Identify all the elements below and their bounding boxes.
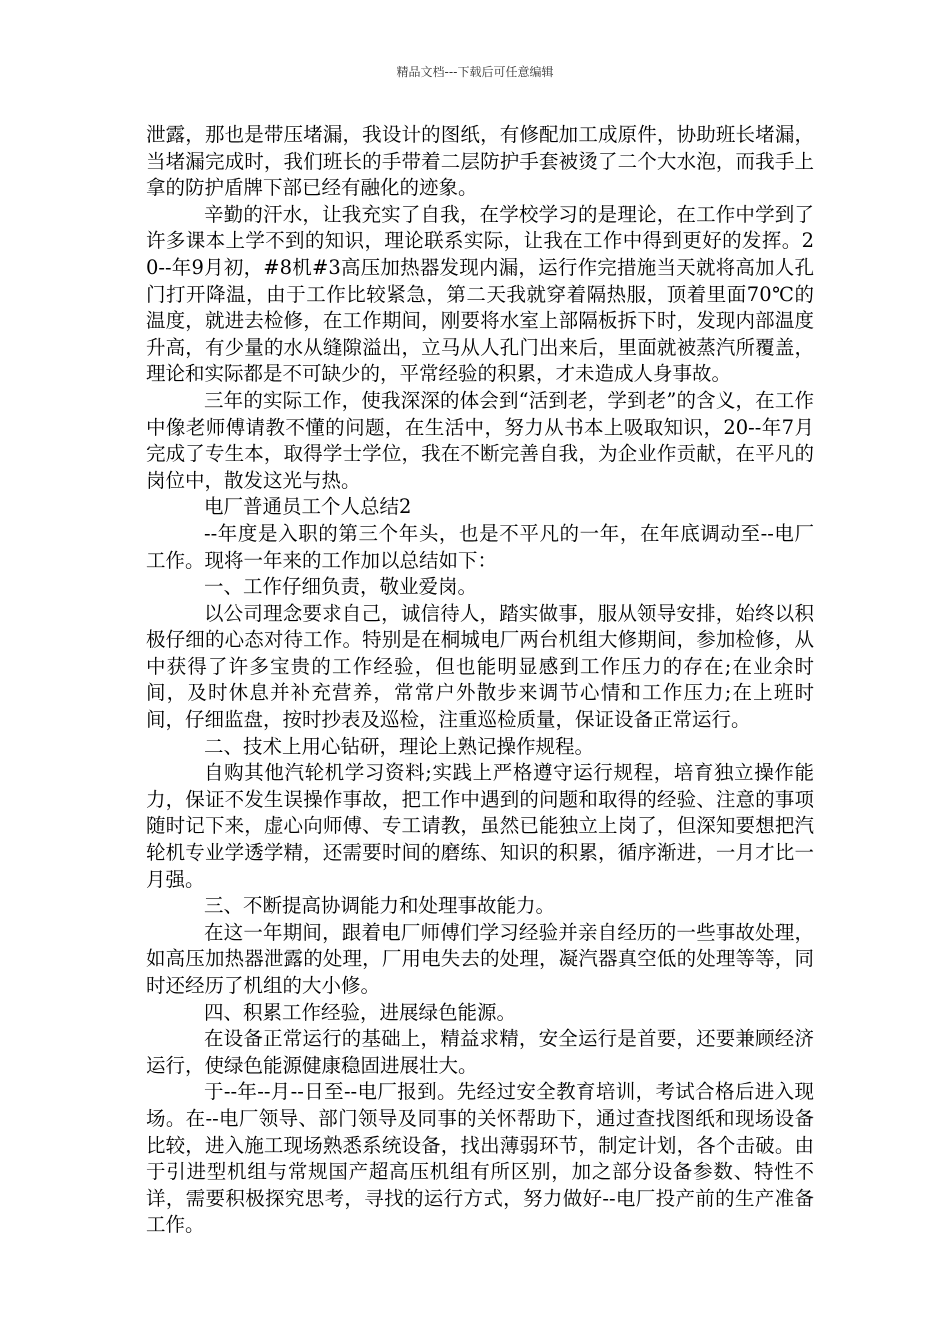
heading-3: 三、不断提高协调能力和处理事故能力。 <box>204 894 556 918</box>
paragraph-heading-2-body: 自购其他汽轮机学习资料;实践上严格遵守运行规程，培育独立操作能力，保证不发生误操作事故，把工作中遇到的问题和取得的经验、注意的事项随时记下来，虚心向师傅、专工请教，虽然已能独立上岗了，但深知要想把汽轮机专业学透学精，还需要时间的磨练、知识的积累，循序渐进，一月才比一月强。 <box>146 761 814 891</box>
paragraph-final: 于--年--月--日至--电厂报到。先经过安全教育培训，考试合格后进入现场。在--电厂领导、部门领导及同事的关怀帮助下，通过查找图纸和现场设备比较，进入施工现场熟悉系统设备，找出薄弱环节，制定计划，各个击破。由于引进型机组与常规国产超高压机组有所区别，加之部分设备参数、特性不详，需要积极探究思考，寻找的运行方式，努力做好--电厂投产前的生产准备工作。 <box>146 1080 814 1237</box>
heading-4: 四、积累工作经验，进展绿色能源。 <box>204 1000 517 1024</box>
heading-1: 一、工作仔细负责，敬业爱岗。 <box>204 575 478 599</box>
heading-2: 二、技术上用心钻研，理论上熟记操作规程。 <box>204 734 595 758</box>
paragraph-3: 三年的实际工作，使我深深的体会到“活到老，学到老”的含义，在工作中像老师傅请教不懂的问题，在生活中，努力从书本上吸取知识，20--年7月完成了专生本，取得学士学位，我在不断完善自我，为企业作贡献，在平凡的岗位中，散发这光与热。 <box>146 388 814 492</box>
page-header: 精品文档---下载后可任意编辑 <box>396 65 554 79</box>
section-title: 电厂普通员工个人总结2 <box>204 495 412 519</box>
paragraph-2: 辛勤的汗水，让我充实了自我，在学校学习的是理论，在工作中学到了许多课本上学不到的知识，理论联系实际，让我在工作中得到更好的发挥。20--年9月初，#8机#3高压加热器发现内漏，运行作完措施当天就将高加人孔门打开降温，由于工作比较紧急，第二天我就穿着隔热服，顶着里面70℃的温度，就进去检修，在工作期间，刚要将水室上部隔板拆下时，发现内部温度升高，有少量的水从缝隙溢出，立马从人孔门出来后，里面就被蒸汽所覆盖，理论和实际都是不可缺少的，平常经验的积累，才未造成人身事故。 <box>146 202 814 386</box>
paragraph-intro: --年度是入职的第三个年头，也是不平凡的一年，在年底调动至--电厂工作。现将一年来的工作加以总结如下： <box>146 521 814 572</box>
paragraph-1: 泄露，那也是带压堵漏，我设计的图纸，有修配加工成原件，协助班长堵漏，当堵漏完成时，我们班长的手带着二层防护手套被烫了二个大水泡，而我手上拿的防护盾牌下部已经有融化的迹象。 <box>146 123 814 200</box>
paragraph-heading-3-body: 在这一年期间，跟着电厂师傅们学习经验并亲自经历的一些事故处理，如高压加热器泄露的处理，厂用电失去的处理，凝汽器真空低的处理等等，同时还经历了机组的大小修。 <box>146 920 814 997</box>
document-body <box>146 122 814 1239</box>
paragraph-heading-1-body: 以公司理念要求自己，诚信待人，踏实做事，服从领导安排，始终以积极仔细的心态对待工作。特别是在桐城电厂两台机组大修期间，参加检修，从中获得了许多宝贵的工作经验，但也能明显感到工作压力的存在;在业余时间，及时休息并补充营养，常常户外散步来调节心情和工作压力;在上班时间，仔细监盘，按时抄表及巡检，注重巡检质量，保证设备正常运行。 <box>146 601 814 732</box>
paragraph-heading-4-body: 在设备正常运行的基础上，精益求精，安全运行是首要，还要兼顾经济运行，使绿色能源健康稳固进展壮大。 <box>146 1027 814 1077</box>
